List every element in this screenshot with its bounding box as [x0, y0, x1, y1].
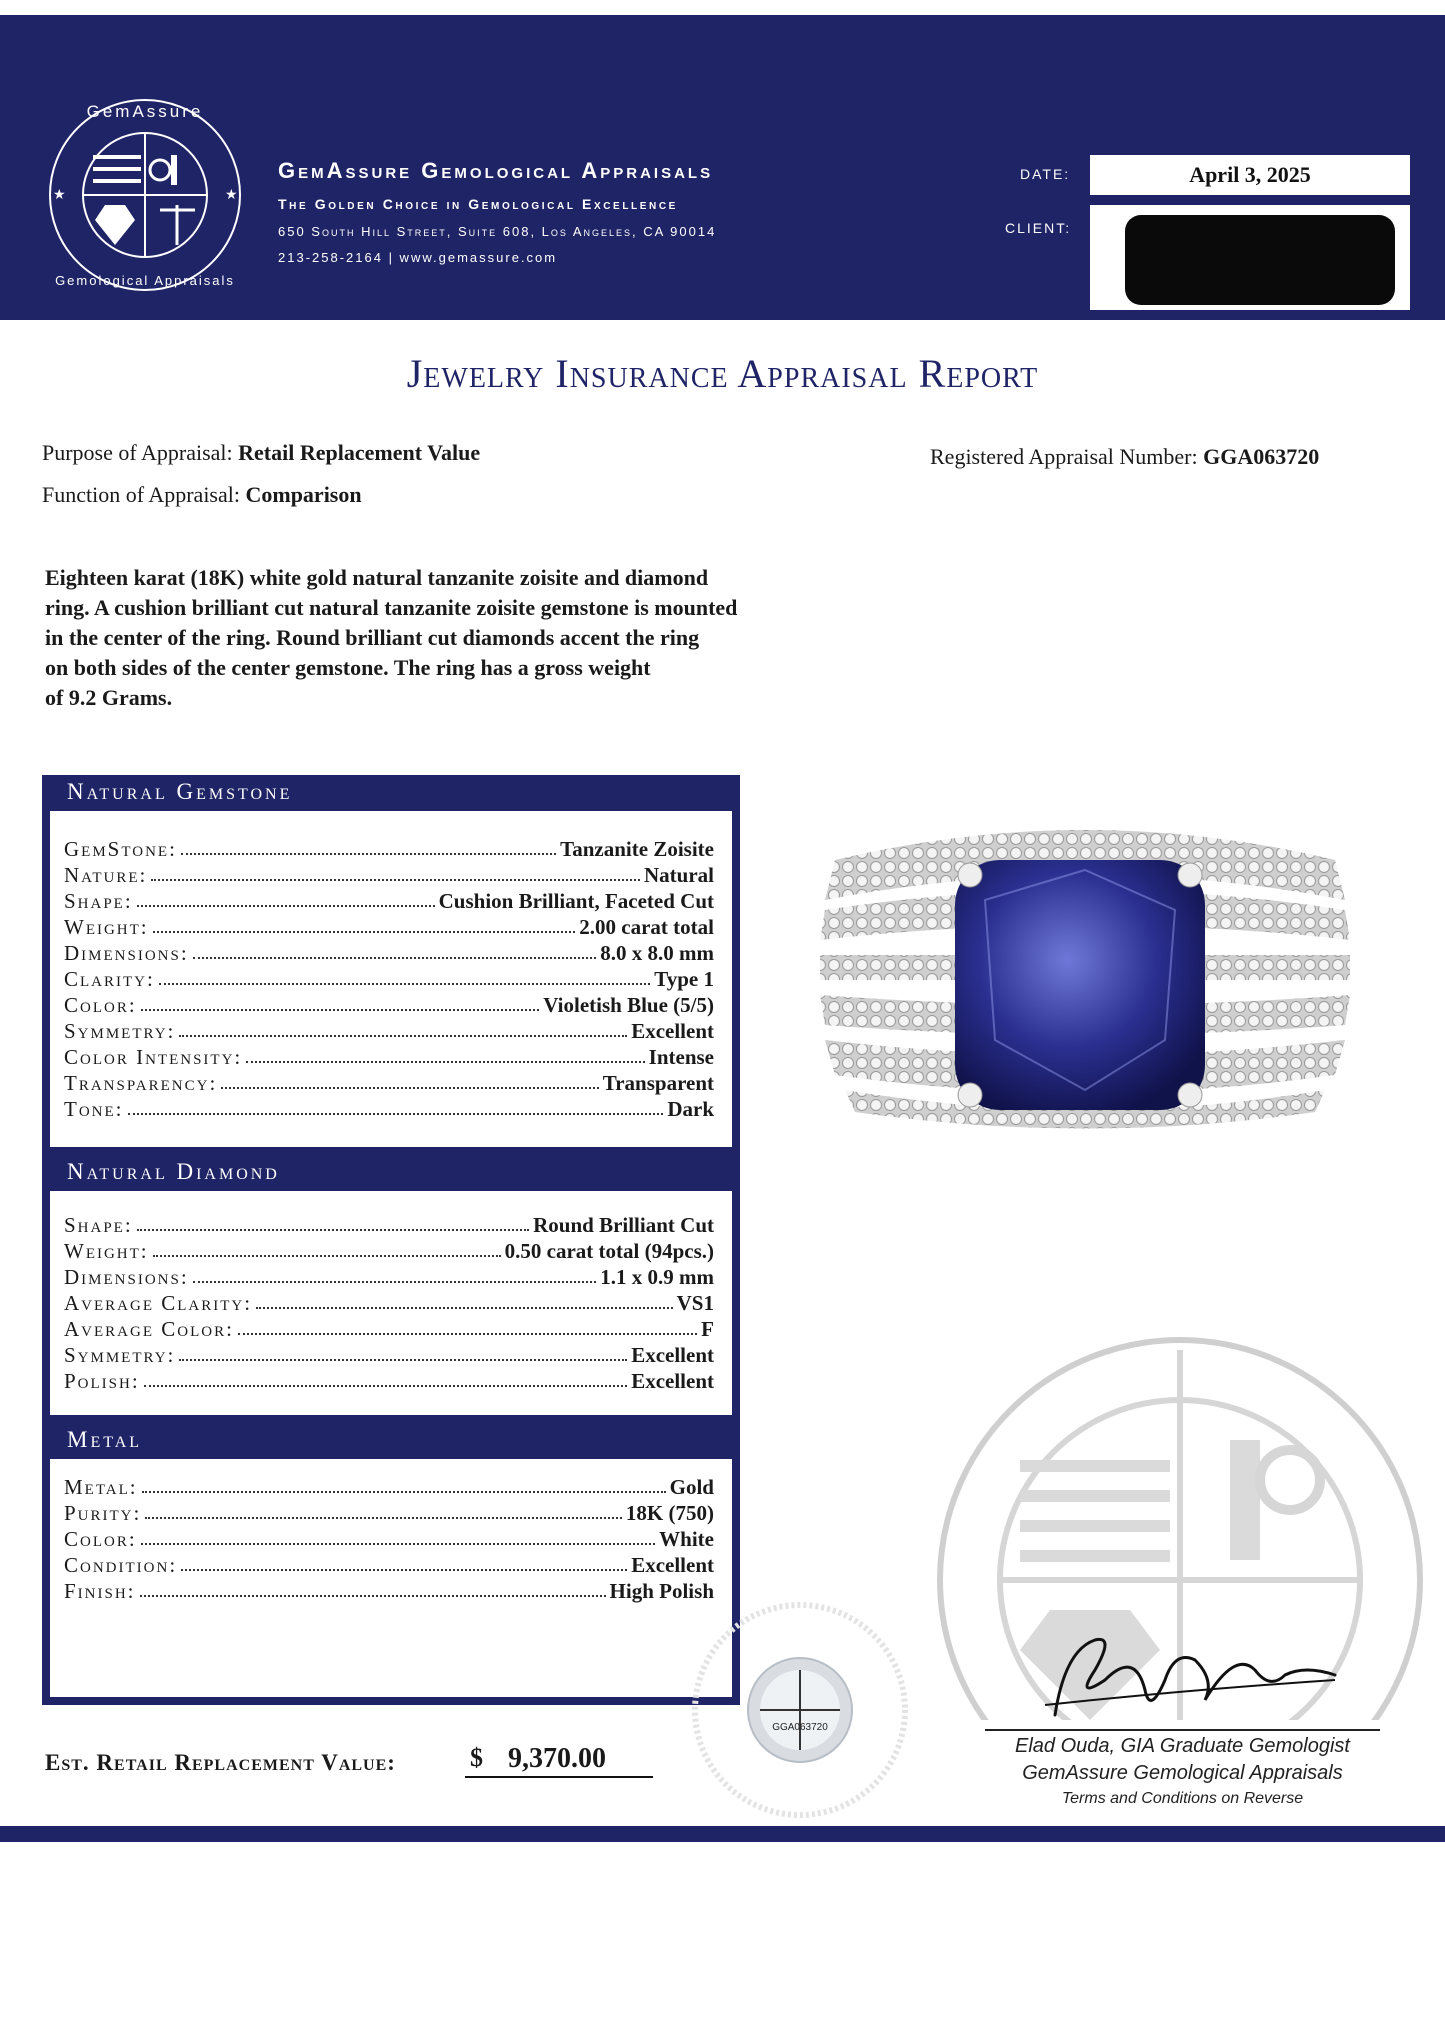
dot-leader — [141, 1009, 540, 1011]
diamond-row — [64, 1263, 714, 1289]
spec-value: Round Brilliant Cut — [533, 1213, 714, 1237]
spec-label: Weight: — [64, 915, 149, 939]
metal-row — [64, 1577, 714, 1603]
spec-value: White — [659, 1527, 714, 1551]
gemstone-row — [64, 861, 714, 887]
function-value: Comparison — [245, 482, 362, 507]
date-label: DATE: — [1020, 166, 1071, 182]
spec-value: 18K (750) — [625, 1501, 714, 1525]
dot-leader — [181, 1569, 627, 1571]
company-tagline: The Golden Choice in Gemological Excellence — [278, 196, 678, 212]
gemstone-row — [64, 1017, 714, 1043]
dot-leader — [179, 1035, 627, 1037]
spec-value: Excellent — [631, 1343, 714, 1367]
spec-label: Color Intensity: — [64, 1045, 243, 1069]
diamond-row — [64, 1211, 714, 1237]
description-line: Eighteen karat (18K) white gold natural tanzanite zoisite and diamond — [45, 565, 709, 590]
metal-section-title: Metal — [67, 1427, 143, 1452]
description-line: on both sides of the center gemstone. The ring has a gross weight — [45, 655, 651, 680]
spec-label: Dimensions: — [64, 941, 189, 965]
metal-row — [64, 1499, 714, 1525]
gemstone-row — [64, 965, 714, 991]
spec-label: Color: — [64, 1527, 137, 1551]
diamond-row — [64, 1341, 714, 1367]
description-line: in the center of the ring. Round brilliant cut diamonds accent the ring — [45, 625, 700, 650]
spec-label: Nature: — [64, 863, 148, 887]
spec-value: 8.0 x 8.0 mm — [600, 941, 714, 965]
function-line — [42, 482, 362, 508]
spec-value: Type 1 — [654, 967, 714, 991]
spec-label: Clarity: — [64, 967, 155, 991]
spec-label: Transparency: — [64, 1071, 218, 1095]
report-title: Jewelry Insurance Appraisal Report — [406, 351, 1039, 396]
spec-label: Weight: — [64, 1239, 149, 1263]
diamond-row — [64, 1315, 714, 1341]
spec-value: Gold — [669, 1475, 714, 1499]
spec-label: Color: — [64, 993, 137, 1017]
spec-label: Symmetry: — [64, 1019, 176, 1043]
dot-leader — [221, 1087, 598, 1089]
spec-label: GemStone: — [64, 837, 177, 861]
spec-label: Dimensions: — [64, 1265, 189, 1289]
dot-leader — [140, 1595, 606, 1597]
spec-value: Dark — [667, 1097, 714, 1121]
spec-value: VS1 — [676, 1291, 714, 1315]
metal-row — [64, 1551, 714, 1577]
dot-leader — [151, 879, 640, 881]
spec-label: Purity: — [64, 1501, 142, 1525]
registered-label: Registered Appraisal Number: — [930, 444, 1198, 469]
spec-value: Violetish Blue (5/5) — [543, 993, 714, 1017]
logo-text-bottom: Gemological Appraisals — [55, 273, 235, 288]
client-redaction — [1125, 215, 1395, 305]
gemstone-row — [64, 991, 714, 1017]
purpose-label: Purpose of Appraisal: — [42, 440, 233, 465]
spec-panel — [42, 775, 740, 1705]
diamond-row — [64, 1289, 714, 1315]
value-underline — [465, 1776, 653, 1778]
dot-leader — [256, 1307, 673, 1309]
spec-value: Excellent — [631, 1553, 714, 1577]
signer-company: GemAssure Gemological Appraisals — [1022, 1762, 1343, 1784]
gemstone-row — [64, 1095, 714, 1121]
value-amount: 9,370.00 — [508, 1743, 606, 1774]
spec-value: High Polish — [609, 1579, 714, 1603]
dot-leader — [144, 1385, 628, 1387]
description-line: of 9.2 Grams. — [45, 685, 173, 710]
spec-label: Metal: — [64, 1475, 138, 1499]
footer-bar — [0, 1826, 1445, 1842]
dot-leader — [246, 1061, 644, 1063]
gemstone-row — [64, 913, 714, 939]
spec-value: 1.1 x 0.9 mm — [600, 1265, 714, 1289]
dot-leader — [137, 905, 435, 907]
svg-text:★: ★ — [225, 186, 238, 202]
dot-leader — [128, 1113, 664, 1115]
client-label: CLIENT: — [1005, 220, 1072, 236]
svg-text:★: ★ — [53, 186, 66, 202]
spec-label: Shape: — [64, 1213, 133, 1237]
spec-value: Natural — [644, 863, 714, 887]
company-name: GemAssure Gemological Appraisals — [278, 158, 714, 183]
purpose-line — [42, 440, 480, 466]
metal-row — [64, 1473, 714, 1499]
dot-leader — [181, 853, 556, 855]
diamond-row — [64, 1237, 714, 1263]
dot-leader — [193, 957, 597, 959]
diamond-section-title: Natural Diamond — [67, 1159, 280, 1184]
ring-photo — [785, 790, 1385, 1135]
dot-leader — [153, 1255, 501, 1257]
dot-leader — [141, 1543, 655, 1545]
gemstone-row — [64, 835, 714, 861]
signer-name: Elad Ouda, GIA Graduate Gemologist — [1015, 1735, 1350, 1757]
terms-note: Terms and Conditions on Reverse — [1061, 1790, 1304, 1807]
dot-leader — [238, 1333, 697, 1335]
company-address: 650 South Hill Street, Suite 608, Los Angeles, CA 90014 — [278, 224, 717, 239]
spec-value: 0.50 carat total (94pcs.) — [504, 1239, 714, 1263]
spec-label: Finish: — [64, 1579, 136, 1603]
spec-label: Polish: — [64, 1369, 140, 1393]
gemstone-row — [64, 1043, 714, 1069]
spec-label: Symmetry: — [64, 1343, 176, 1367]
gemstone-row — [64, 1069, 714, 1095]
value-currency: $ — [470, 1743, 483, 1772]
description-line: ring. A cushion brilliant cut natural tanzanite zoisite gemstone is mounted — [45, 595, 738, 620]
dot-leader — [179, 1359, 627, 1361]
purpose-value: Retail Replacement Value — [238, 440, 481, 465]
spec-label: Tone: — [64, 1097, 124, 1121]
date-value: April 3, 2025 — [1090, 155, 1410, 195]
dot-leader — [145, 1517, 622, 1519]
dot-leader — [193, 1281, 597, 1283]
item-description — [45, 563, 875, 713]
metal-row — [64, 1525, 714, 1551]
signature-line — [985, 1729, 1380, 1731]
company-logo-icon — [45, 95, 245, 295]
registered-line — [930, 444, 1319, 470]
spec-value: Tanzanite Zoisite — [560, 837, 714, 861]
hologram-code: GGA063720 — [772, 1722, 828, 1733]
hologram-seal-icon — [690, 1600, 910, 1820]
spec-value: Transparent — [602, 1071, 714, 1095]
diamond-row — [64, 1367, 714, 1393]
spec-value: 2.00 carat total — [579, 915, 714, 939]
company-contact: 213-258-2164 | www.gemassure.com — [278, 250, 558, 265]
spec-label: Condition: — [64, 1553, 178, 1577]
dot-leader — [137, 1229, 529, 1231]
spec-label: Shape: — [64, 889, 133, 913]
gemstone-section — [50, 811, 732, 1147]
diamond-section — [50, 1191, 732, 1415]
signature-icon — [1035, 1620, 1345, 1730]
spec-value: Excellent — [631, 1019, 714, 1043]
gemstone-section-title: Natural Gemstone — [67, 779, 293, 804]
logo-text-top: GemAssure — [86, 102, 204, 121]
spec-value: Intense — [648, 1045, 714, 1069]
dot-leader — [142, 1491, 666, 1493]
gemstone-row — [64, 887, 714, 913]
registered-value: GGA063720 — [1203, 444, 1320, 469]
spec-value: Excellent — [631, 1369, 714, 1393]
spec-value: F — [701, 1317, 714, 1341]
dot-leader — [153, 931, 576, 933]
spec-label: Average Clarity: — [64, 1291, 253, 1315]
value-label: Est. Retail Replacement Value: — [45, 1750, 396, 1775]
function-label: Function of Appraisal: — [42, 482, 240, 507]
dot-leader — [159, 983, 650, 985]
metal-section — [50, 1459, 732, 1697]
spec-label: Average Color: — [64, 1317, 234, 1341]
gemstone-row — [64, 939, 714, 965]
spec-value: Cushion Brilliant, Faceted Cut — [438, 889, 714, 913]
